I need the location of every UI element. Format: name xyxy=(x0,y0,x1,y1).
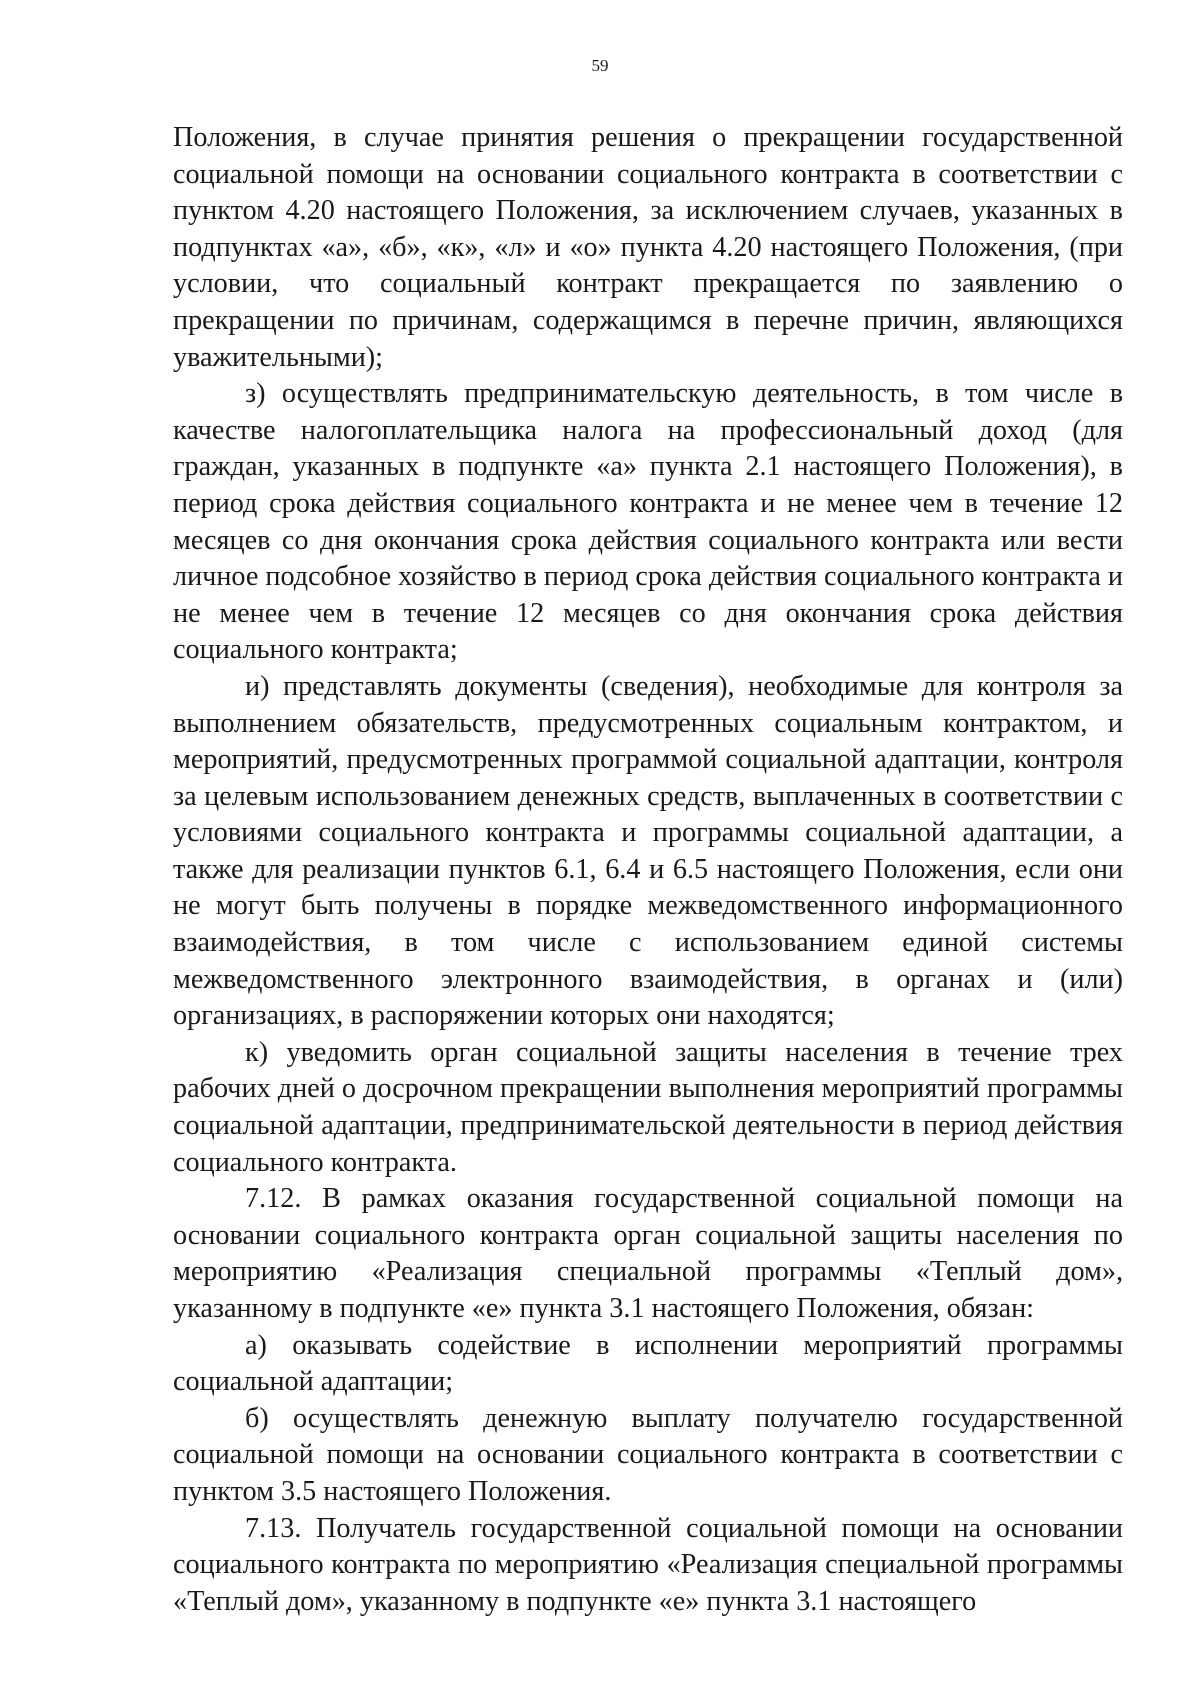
paragraph-7-13: 7.13. Получатель государственной социальной помощи на основании социального контракта по мероприятию «Реализация специальной программы «Теплый дом», указанному в подпункте «е» пункта 3.1 настоящего xyxy=(173,1512,1123,1617)
paragraph-7-12: 7.12. В рамках оказания государственной социальной помощи на основании социального контракта орган социальной защиты населения по мероприятию «Реализация специальной программы «Теплый дом», указанному в подпункте «е» пункта 3.1 настоящего Положения, обязан: xyxy=(173,1183,1123,1324)
paragraph-item-k: к) уведомить орган социальной защиты населения в течение трех рабочих дней о досрочном прекращении выполнения мероприятий программы социальной адаптации, предпринимательской деятельности в период действия социального контракта. xyxy=(173,1036,1123,1178)
paragraph-item-i: и) представлять документы (сведения), необходимые для контроля за выполнением обязательств, предусмотренных социальным контрактом, и мероприятий, предусмотренных программой социальной адаптации, контроля за целевым использованием денежных средств, выплаченных в соответствии с условиями социального контракта и программы социальной адаптации, а также для реализации пунктов 6.1, 6.4 и 6.5 настоящего Положения, если они не могут быть получены в порядке межведомственного информационного взаимодействия, в том числе с использованием единой системы межведомственного электронного взаимодействия, в органах и (или) организациях, в распоряжении которых они находятся; xyxy=(173,670,1123,1032)
paragraph-item-a: а) оказывать содействие в исполнении мероприятий программы социальной адаптации; xyxy=(173,1329,1123,1398)
paragraph-item-b: б) осуществлять денежную выплату получателю государственной социальной помощи на основании социального контракта в соответствии с пунктом 3.5 настоящего Положения. xyxy=(173,1402,1123,1507)
document-body xyxy=(173,120,1123,1620)
page-number: 59 xyxy=(591,56,609,75)
paragraph-continuation: Положения, в случае принятия решения о прекращении государственной социальной помощи на основании социального контракта в соответствии с пунктом 4.20 настоящего Положения, за исключением случаев, указанных в подпунктах «а», «б», «к», «л» и «о» пункта 4.20 настоящего Положения, (при условии, что социальный контракт прекращается по заявлению о прекращении по причинам, содержащимся в перечне причин, являющихся уважительными); xyxy=(173,122,1123,373)
paragraph-item-z: з) осуществлять предпринимательскую деятельность, в том числе в качестве налогоплательщика налога на профессиональный доход (для граждан, указанных в подпункте «а» пункта 2.1 настоящего Положения), в период срока действия социального контракта и не менее чем в течение 12 месяцев со дня окончания срока действия социального контракта или вести личное подсобное хозяйство в период срока действия социального контракта и не менее чем в течение 12 месяцев со дня окончания срока действия социального контракта; xyxy=(173,378,1123,666)
